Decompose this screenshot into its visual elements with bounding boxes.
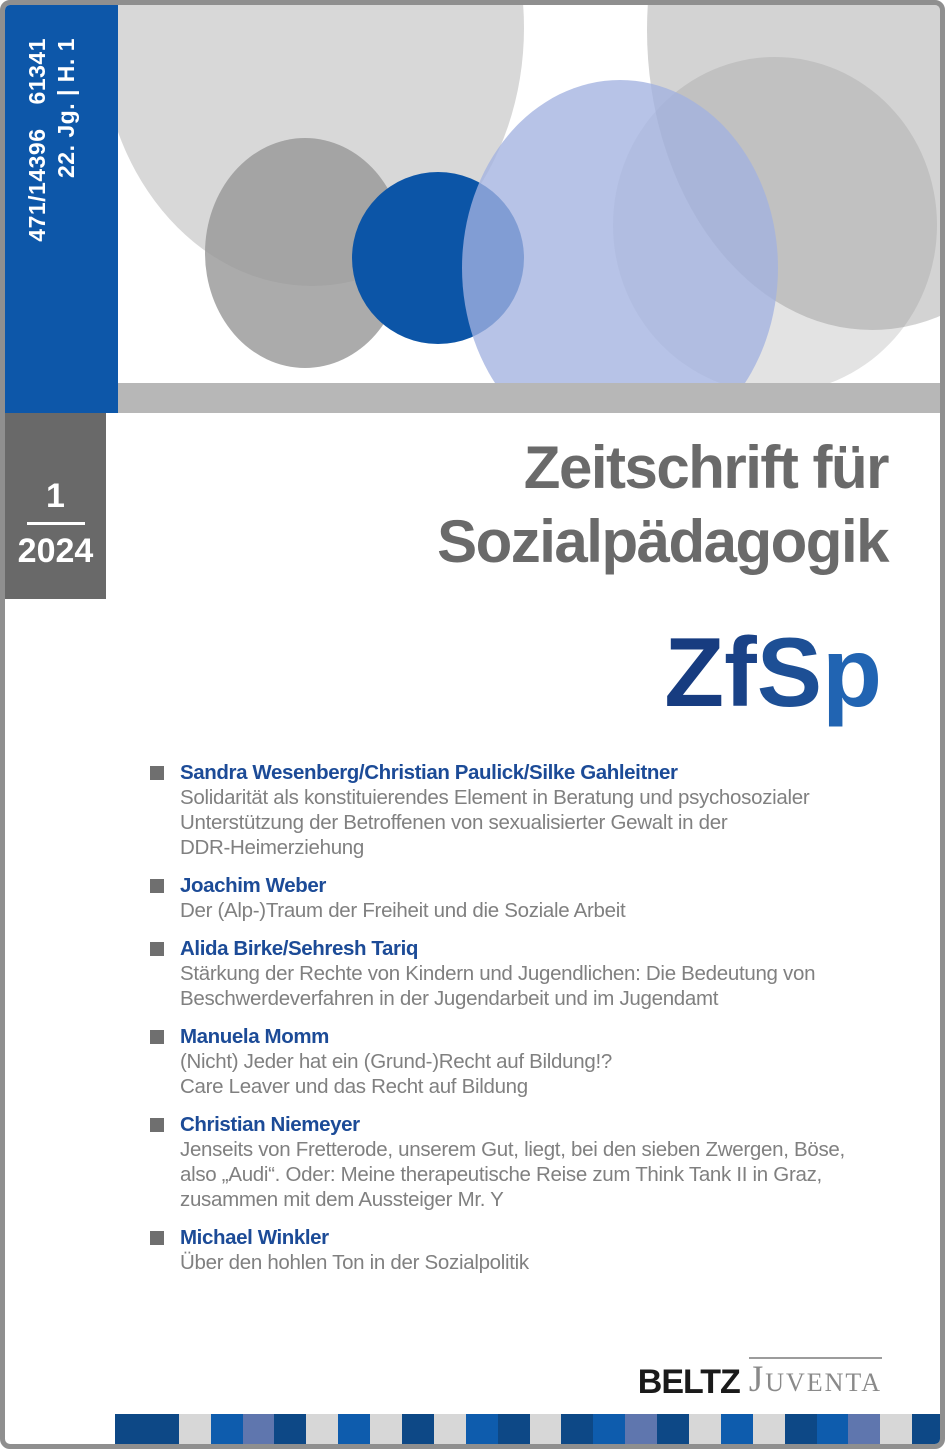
footer-square [274,1414,306,1444]
footer-square [625,1414,657,1444]
bullet-square-icon [150,1231,164,1245]
spine-codes-line: 471/1439661341 [24,38,50,242]
footer-square [306,1414,338,1444]
footer-square-strip [115,1414,944,1444]
footer-square [657,1414,689,1444]
footer-square [721,1414,753,1444]
footer-square [753,1414,785,1444]
article-title-line: Stärkung der Rechte von Kindern und Jugendlichen: Die Bedeutung von [180,962,816,985]
footer-square [466,1414,498,1444]
footer-square [530,1414,562,1444]
acronym-letter: p [822,617,882,727]
journal-title-line1: Zeitschrift für [523,434,888,501]
toc-list [150,760,920,1288]
journal-title-line2: Sozialpädagogik [437,508,888,575]
footer-square [593,1414,625,1444]
article-title-line: Unterstützung der Betroffenen von sexualisierter Gewalt in der [180,811,728,834]
footer-square [817,1414,849,1444]
footer-square [434,1414,466,1444]
acronym-letter: Z [664,617,725,727]
footer-square [211,1414,243,1444]
bullet-square-icon [150,1030,164,1044]
publisher-logo [638,1357,882,1402]
footer-square [561,1414,593,1444]
issue-divider [27,522,85,525]
article-title-line: Jenseits von Fretterode, unserem Gut, liegt, bei den sieben Zwergen, Böse, [180,1138,845,1161]
article-title-line: DDR-Heimerziehung [180,836,365,859]
footer-square [402,1414,434,1444]
cover-artwork [118,5,940,413]
footer-square [880,1414,912,1444]
article-authors-text: Sandra Wesenberg/Christian Paulick/Silke Gahleitner [180,761,678,784]
article-authors [150,760,920,785]
article-authors-text: Manuela Momm [180,1025,329,1048]
article-title-line: Beschwerdeverfahren in der Jugendarbeit und im Jugendamt [180,987,719,1010]
article-title-line: (Nicht) Jeder hat ein (Grund-)Recht auf Bildung!? [180,1050,612,1073]
toc-entry [150,760,920,860]
article-title-line: Care Leaver und das Recht auf Bildung [180,1075,528,1098]
footer-square [243,1414,275,1444]
footer-square [498,1414,530,1444]
article-authors-text: Christian Niemeyer [180,1113,360,1136]
footer-square [147,1414,179,1444]
article-authors-text: Michael Winkler [180,1226,329,1249]
publisher-beltz: BELTZ [637,1363,740,1401]
bullet-square-icon [150,1118,164,1132]
footer-square [848,1414,880,1444]
footer-square [115,1414,147,1444]
footer-square [785,1414,817,1444]
toc-entry [150,1024,920,1099]
article-title-line: Der (Alp-)Traum der Freiheit und die Soziale Arbeit [180,899,626,922]
footer-square [689,1414,721,1444]
footer-square [179,1414,211,1444]
bullet-square-icon [150,766,164,780]
spine-bar [5,5,118,413]
article-authors [150,1225,920,1250]
journal-title [437,431,888,579]
bullet-square-icon [150,879,164,893]
publisher-juventa: Juventa [748,1359,882,1400]
toc-entry [150,936,920,1011]
article-authors [150,1112,920,1137]
journal-acronym [664,617,882,727]
spine-text [23,38,81,290]
article-title-line: zusammen mit dem Aussteiger Mr. Y [180,1188,504,1211]
article-authors-text: Alida Birke/Sehresh Tariq [180,937,418,960]
footer-square [912,1414,944,1444]
bullet-square-icon [150,942,164,956]
acronym-letter: S [756,617,823,727]
acronym-letter: f [724,617,757,727]
spine-volume-issue: 22. Jg. | H. 1 [53,38,79,178]
footer-square [338,1414,370,1444]
article-authors [150,936,920,961]
toc-entry [150,873,920,923]
toc-entry [150,1225,920,1275]
toc-entry [150,1112,920,1212]
issue-year: 2024 [17,532,94,570]
article-title-line: also „Audi“. Oder: Meine therapeutische Reise zum Think Tank II in Graz, [180,1163,822,1186]
article-authors-text: Joachim Weber [180,874,326,897]
footer-square [370,1414,402,1444]
article-title-line: Solidarität als konstituierendes Element in Beratung und psychosozialer [180,786,810,809]
article-title-line: Über den hohlen Ton in der Sozialpolitik [180,1251,529,1274]
article-authors [150,1024,920,1049]
header-band [118,383,940,413]
issue-number: 1 [46,477,65,515]
issue-box [5,413,106,599]
article-authors [150,873,920,898]
